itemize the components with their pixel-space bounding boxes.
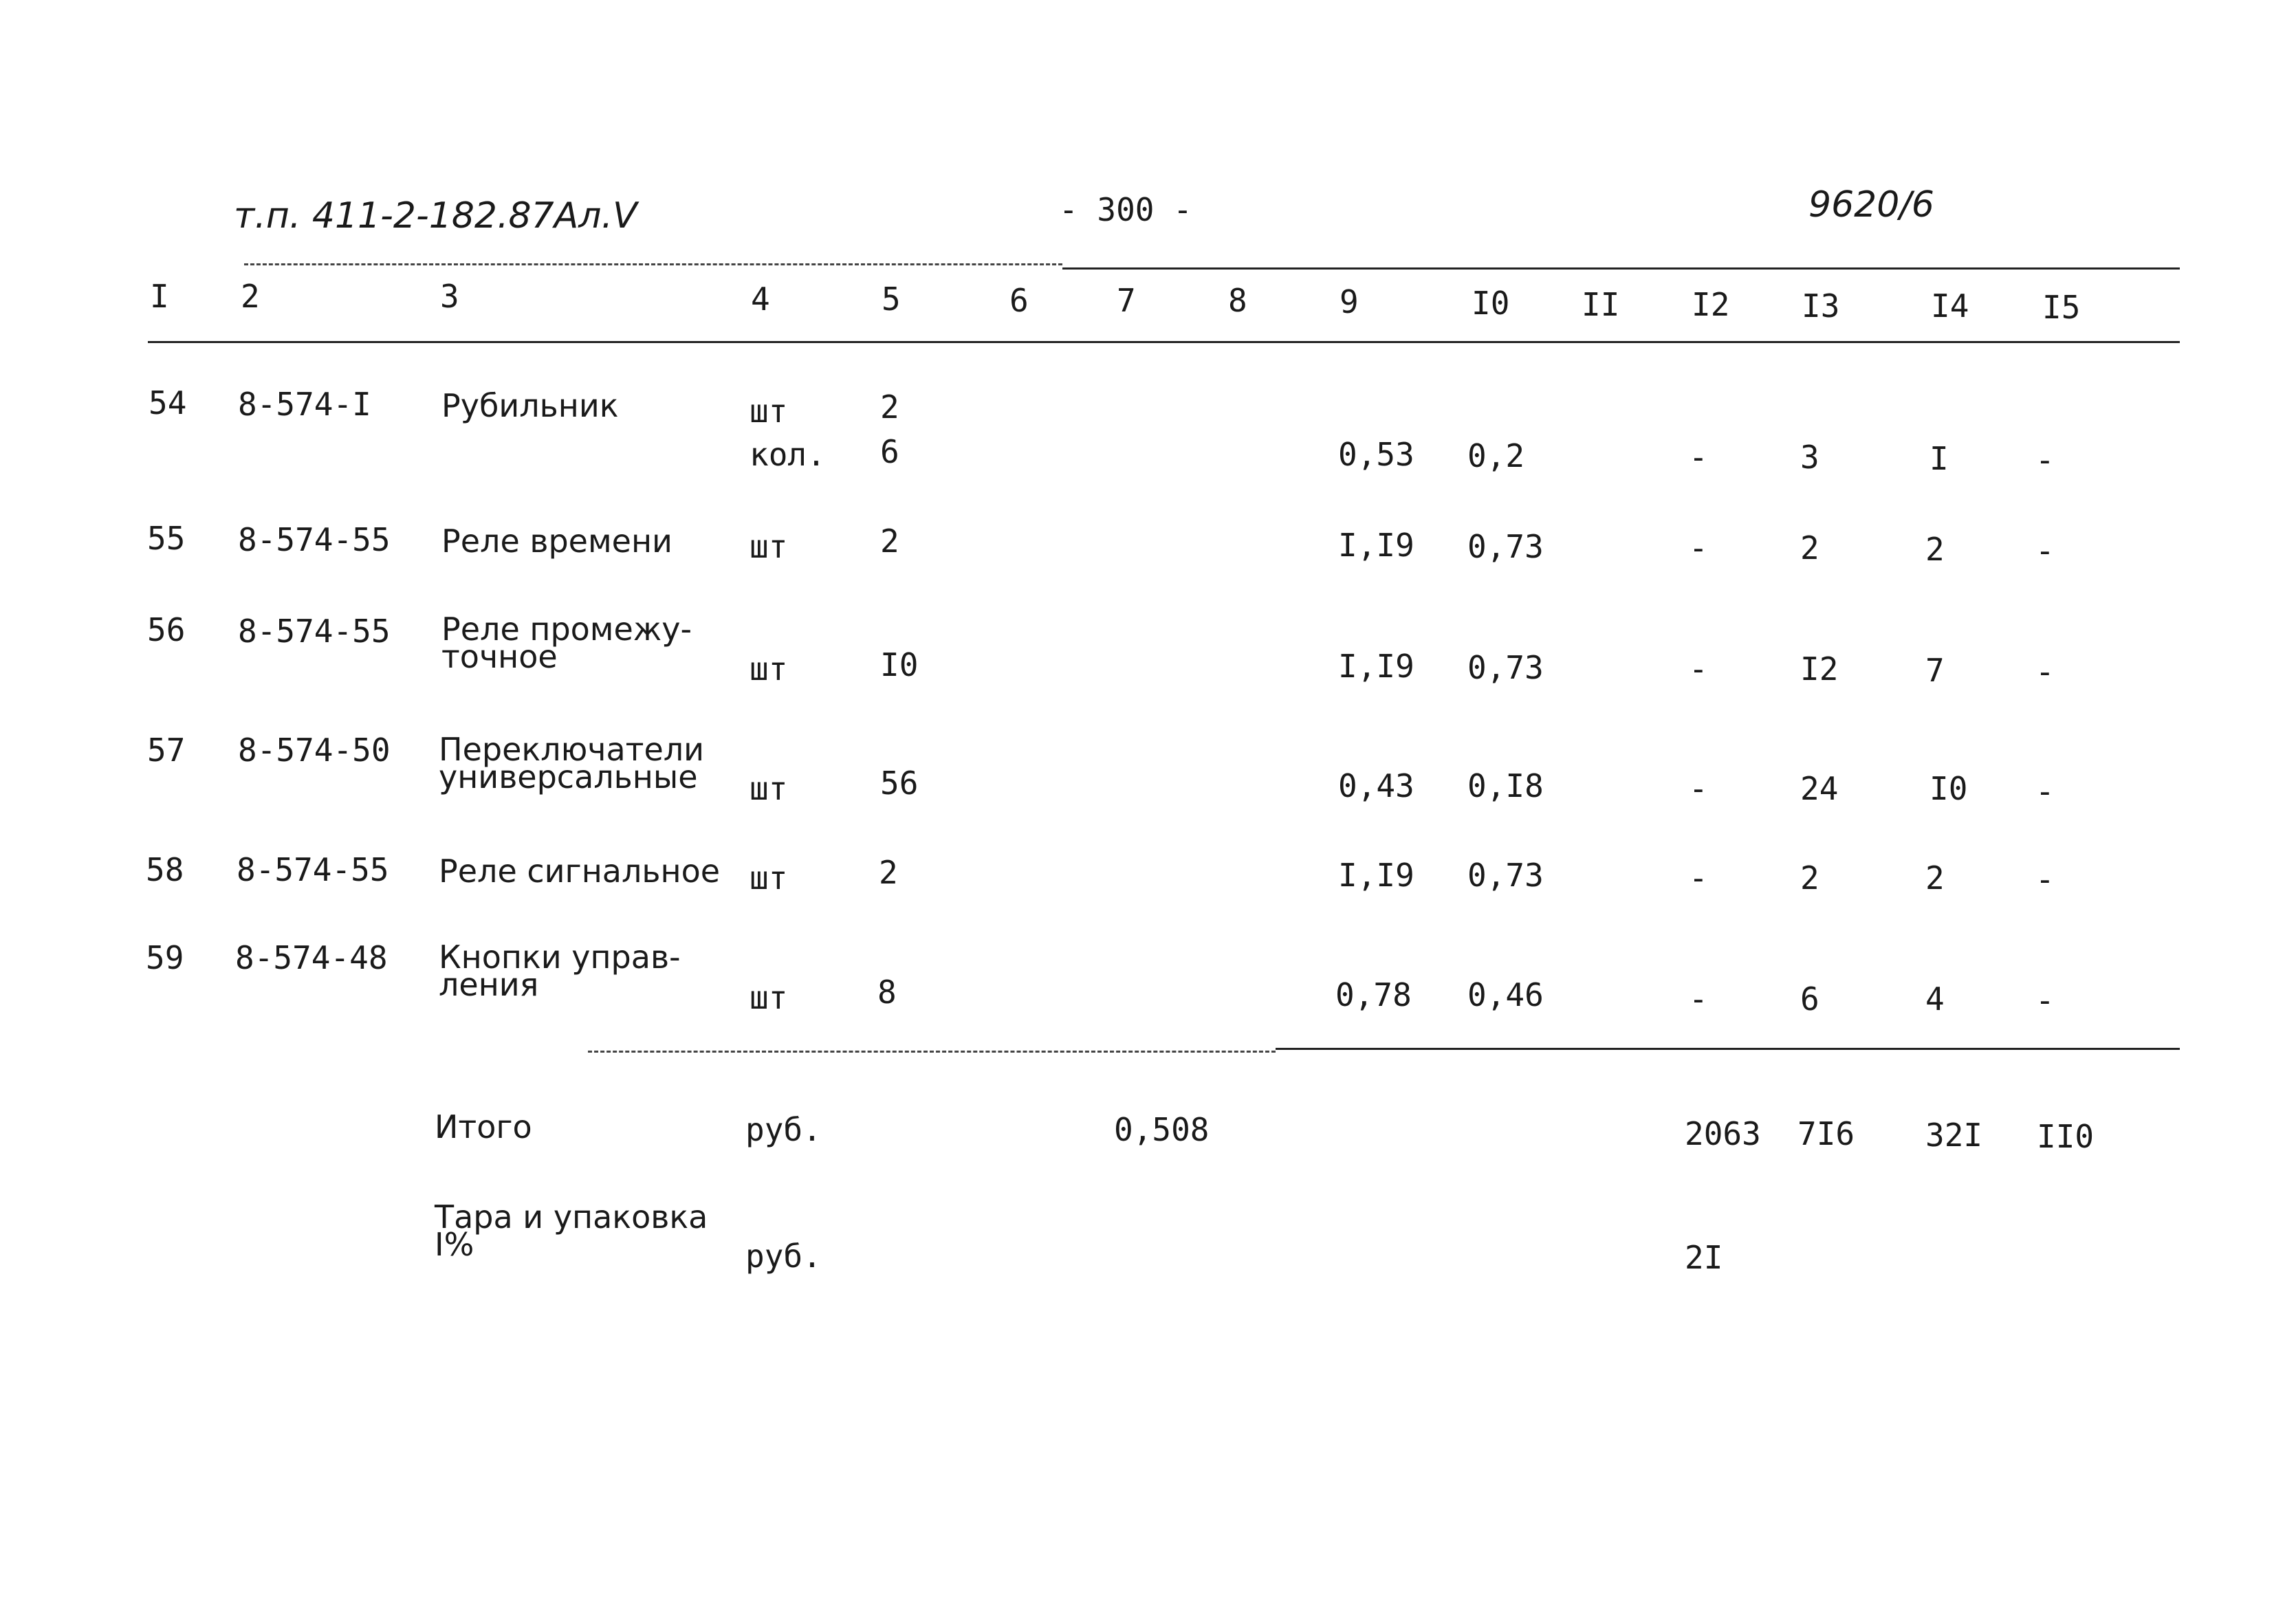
item-name: Реле сигнальное [439,853,721,890]
unit: шт [750,859,788,897]
col-10-value: 0,73 [1467,528,1544,565]
unit: шт [750,528,788,565]
col-header-7: 7 [1117,282,1136,319]
price-code: 8-574-50 [238,732,391,769]
row-number: 58 [146,851,184,888]
unit: шт [750,393,788,430]
col-10-value: 0,2 [1467,437,1525,474]
top-rule-right [1062,267,2180,270]
col-header-1: I [150,278,169,315]
col-9-value: 0,43 [1338,767,1414,804]
document-reference: т.п. 411-2-182.87Ал.V [234,195,637,237]
unit: шт [750,770,788,807]
col-10-value: 0,73 [1467,649,1544,686]
packing-unit: руб. [745,1238,822,1275]
col-10-value: 0,I8 [1467,767,1544,804]
col-12-value: - [1689,859,1708,897]
col-header-4: 4 [751,281,770,318]
item-name: Рубильник [441,387,619,424]
col-12-value: - [1689,650,1708,688]
col-15-value: - [2035,441,2055,479]
header-rule [148,341,2180,343]
packing-label [435,1198,708,1263]
price-code: 8-574-55 [237,851,389,888]
total-col-12: 2063 [1685,1115,1761,1152]
col-15-value: - [2035,861,2055,898]
row-number: 55 [147,520,186,557]
col-15-value: - [2035,532,2055,569]
packing-col-12: 2I [1685,1239,1723,1276]
item-name-line: Кнопки управ- [439,939,681,976]
quantity: 2 [880,523,899,560]
col-header-13: I3 [1802,287,1840,325]
row-number: 57 [147,732,186,769]
body-bottom-rule-left [588,1051,1276,1053]
top-rule-left [244,263,1062,265]
col-13-value: I2 [1800,650,1839,688]
col-13-value: 24 [1800,770,1839,807]
col-13-value: 3 [1800,439,1819,476]
item-name-line: Реле промежу- [441,611,692,648]
packing-label-line: Тара и упаковка [435,1198,708,1236]
price-code: 8-574-55 [238,613,391,650]
item-name [439,731,705,795]
price-code: 8-574-55 [238,521,391,558]
col-15-value: - [2035,773,2055,810]
item-name-line: универсальные [439,758,698,795]
col-header-3: 3 [440,278,459,315]
total-col-14: 32I [1925,1117,1983,1154]
quantity: 8 [877,974,897,1011]
col-header-6: 6 [1009,282,1029,319]
total-col-7: 0,508 [1114,1111,1210,1148]
item-name [441,611,692,675]
item-name [439,939,681,1003]
row-number: 59 [146,939,184,976]
col-header-8: 8 [1228,282,1247,319]
col-header-9: 9 [1340,283,1359,320]
col-header-12: I2 [1692,286,1730,323]
col-10-value: 0,46 [1467,976,1544,1013]
col-10-value: 0,73 [1467,857,1544,894]
body-bottom-rule-right [1276,1048,2180,1050]
row-number: 56 [147,611,186,648]
sheet-code: 9620/6 [1808,184,1934,226]
unit: шт [750,979,788,1016]
item-name-line: точное [441,638,558,675]
col-15-value: - [2035,982,2055,1019]
total-label: Итого [435,1108,532,1145]
col-header-11: II [1582,286,1620,323]
page-number: - 300 - [1059,191,1192,228]
total-col-13: 7I6 [1797,1115,1855,1152]
col-header-10: I0 [1472,285,1510,322]
quantity: 56 [880,765,919,802]
col-14-value: 7 [1925,652,1945,689]
col-header-15: I5 [2042,289,2081,326]
price-code: 8-574-I [238,386,371,423]
col-13-value: 6 [1800,980,1819,1018]
row-number: 54 [149,384,187,421]
quantity: 2 [879,854,898,891]
col-header-2: 2 [241,278,260,315]
col-9-value: I,I9 [1338,527,1414,564]
total-unit: руб. [745,1111,822,1148]
unit: кол. [750,436,826,473]
col-12-value: - [1689,980,1708,1018]
col-9-value: I,I9 [1338,857,1414,894]
price-code: 8-574-48 [235,939,388,976]
col-12-value: - [1689,439,1708,476]
unit: шт [750,650,788,688]
total-col-15: II0 [2037,1118,2095,1155]
item-name-line: ления [439,966,539,1003]
col-9-value: I,I9 [1338,648,1414,685]
quantity: 2 [880,388,899,426]
packing-label-line: I% [435,1226,474,1263]
quantity: I0 [880,646,919,683]
col-14-value: 4 [1925,980,1945,1018]
col-13-value: 2 [1800,859,1819,897]
item-name-line: Переключатели [439,731,705,768]
quantity: 6 [880,433,899,470]
col-header-14: I4 [1931,287,1969,325]
col-13-value: 2 [1800,529,1819,567]
col-14-value: 2 [1925,859,1945,897]
col-12-value: - [1689,770,1708,807]
col-header-5: 5 [882,281,901,318]
col-14-value: I0 [1929,770,1968,807]
col-14-value: I [1929,440,1949,477]
col-14-value: 2 [1925,531,1945,568]
item-name: Реле времени [441,523,673,560]
col-15-value: - [2035,653,2055,690]
col-9-value: 0,53 [1338,436,1414,473]
col-9-value: 0,78 [1335,976,1412,1013]
col-12-value: - [1689,529,1708,567]
